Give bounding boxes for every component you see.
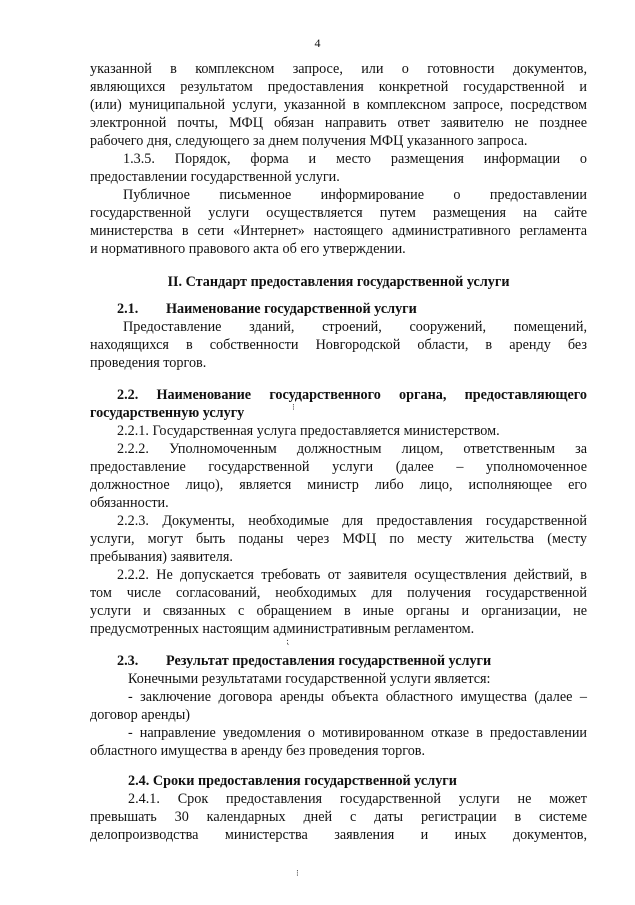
text-line: предоставлении государственной услуги. [90,169,340,185]
text-line: 2.2.1. Государственная услуга предоставляется министерством. [117,423,500,439]
scan-mark: ⁝ [292,402,295,412]
text-line: Предоставление зданий, строений, сооружений, помещений, [123,319,587,335]
scan-mark: ⁝ [296,868,299,878]
scan-mark: ⁏ [286,636,290,646]
heading-number: 2.3. [117,653,139,669]
text-line: делопроизводства министерства заявления и иных документов, [90,827,587,843]
text-line: министерства в сети «Интернет» настоящего административного регламента [90,223,587,239]
heading-number: 2.1. [117,301,139,317]
text-line: находящихся в собственности Новгородской области, в аренду без [90,337,587,353]
text-line: указанной в комплексном запросе, или о готовности документов, [90,61,587,77]
text-line: рабочего дня, следующего за днем получения МФЦ указанного запроса. [90,133,528,149]
text-line: договор аренды) [90,707,190,723]
text-line: превышать 30 календарных дней с даты регистрации в системе [90,809,587,825]
text-line: предусмотренных настоящим административным регламентом. [90,621,475,637]
heading: Наименование государственной услуги [166,301,417,317]
text-line: должностное лицо), является министр либо лицо, исполняющее его [90,477,587,493]
text-line: - заключение договора аренды объекта областного имущества (далее – [128,689,587,705]
text-line: 2.2.3. Документы, необходимые для предоставления государственной [117,513,587,529]
text-line: Публичное письменное информирование о предоставлении [123,187,587,203]
text-line: предоставление государственной услуги (далее – уполномоченное [90,459,587,475]
heading: 2.4. Сроки предоставления государственной услуги [128,773,457,789]
heading: Результат предоставления государственной услуги [166,653,492,669]
section-title: II. Стандарт предоставления государственной услуги [167,274,510,290]
text-line: 2.2.2. Не допускается требовать от заявителя осуществления действий, в [117,567,587,583]
text-line: - направление уведомления о мотивированном отказе в предоставлении [128,725,587,741]
text-line: являющихся результатом предоставления конкретной государственной и [90,79,587,95]
text-line: услуги, могут быть поданы через МФЦ по месту жительства (месту [90,531,587,547]
text-line: 2.2.2. Уполномоченным должностным лицом, ответственным за [117,441,587,457]
text-line: (или) муниципальной услуги, указанной в комплексном запросе, посредством [90,97,587,113]
heading: 2.2. Наименование государственного органа, предоставляющего [117,387,587,403]
text-line: государственной услуги осуществляется путем размещения на сайте [90,205,587,221]
text-line: 2.4.1. Срок предоставления государственной услуги не может [128,791,587,807]
text-line: том числе согласований, необходимых для получения государственной [90,585,587,601]
text-line: обязанности. [90,495,169,511]
text-line: проведения торгов. [90,355,207,371]
heading: государственную услугу [90,405,245,421]
text-line: областного имущества в аренду без проведения торгов. [90,743,426,759]
text-line: электронной почты, МФЦ обязан направить ответ заявителю не позднее [90,115,587,131]
text-line: услуги и связанных с обращением в иные органы и организации, не [90,603,587,619]
page-number: 4 [314,36,321,50]
text-line: и нормативного правового акта об его утверждении. [90,241,406,257]
text-line: Конечными результатами государственной услуги является: [128,671,491,687]
text-line: пребывания) заявителя. [90,549,233,565]
text-line: 1.3.5. Порядок, форма и место размещения информации о [123,151,587,167]
